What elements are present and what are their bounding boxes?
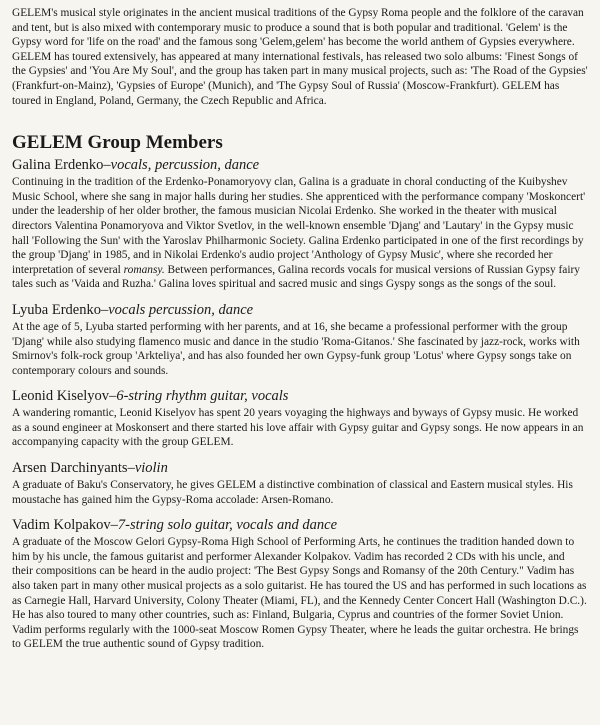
member-heading — [12, 302, 588, 319]
member-arsen — [12, 460, 588, 507]
member-vadim — [12, 517, 588, 652]
member-heading — [12, 460, 588, 477]
member-name: Arsen Darchinyants — [12, 460, 128, 477]
member-role: vocals, percussion, dance — [110, 157, 260, 174]
member-bio — [12, 175, 588, 292]
member-heading — [12, 157, 588, 174]
member-separator: – — [101, 301, 109, 318]
member-separator: – — [110, 517, 118, 534]
member-separator: – — [109, 388, 117, 405]
member-bio: At the age of 5, Lyuba started performing with her parents, and at 16, she became a professional performer with the group 'Djang' while also studying flamenco music and dance in the studio 'Roma-Gitanos.' She fascinated by jazz-rock, works with Smirnov's folk-rock group 'Arkteliya', and has also founded her own Gypsy-funk group 'Lotus' where Gypsy songs take on contemporary colours and sounds. — [12, 320, 580, 377]
member-galina — [12, 157, 588, 292]
member-role: vocals percussion, dance — [108, 301, 254, 318]
member-name: Lyuba Erdenko — [12, 301, 101, 318]
member-bio: A wandering romantic, Leonid Kiselyov has spent 20 years voyaging the highways and byways of Gypsy music. He worked as a sound engineer at Moskonsert and there started his love affair with Gypsy guitar and Gypsy songs. He now appears in an accompanying capacity with the group GELEM. — [12, 407, 584, 449]
member-bio-emphasis: romansy. — [123, 263, 165, 276]
member-leonid — [12, 388, 588, 450]
member-role: violin — [134, 460, 168, 477]
member-bio-part: Continuing in the tradition of the Erdenko-Ponamoryovy clan, Galina is a graduate in choral conducting of the Kuibyshev Music School, where she sang in major halls during her studies. She apprenticed with the performance company 'Moskoncert' under the leadership of her older brother, the famous musician Nicolai Erdenko. She worked in the theater with musical directors Valentina Ponamoryova and Viktor Svetlov, in the well-known ensemble 'Djang' and 'Lautary' in the Gypsy music hall 'Following the Sun' with the Yaroslav Philharmonic Society. Galina Erdenko participated in one of the first recordings by the group 'Djang' in 1985, and in Nikolai Erdenko's audio project 'Anthology of Gypsy Music', where she recorded her interpretation of several — [12, 176, 586, 276]
section-title: GELEM Group Members — [12, 132, 223, 154]
member-name: Galina Erdenko — [12, 157, 104, 174]
member-bio: A graduate of the Moscow Gelori Gypsy-Roma High School of Performing Arts, he continues the tradition handed down to him by his uncle, the famous guitarist and performer Alexander Kolpakov. Vadim has recorded 2 CDs with his uncle, and their compositions can be heard in the audio project: 'The Best Gypsy Songs and Romansy of the 20th Century." Vadim has also taken part in many other musical projects as a solo guitarist. He has toured the US and has performed in such locations as as Carnegie Hall, Harvard University, Colony Theater (Miami, FL), and the Kennedy Center Concert Hall (Washington D.C.). He has also toured to many other countries, such as: Finland, Bulgaria, Cyprus and countries of the former Soviet Union. Vadim performs regularly with the 1000-seat Moscow Romen Gypsy Theater, where he leads the guitar orchestra. He brings to GELEM the true authentic sound of Gypsy tradition. — [12, 536, 587, 651]
member-name: Vadim Kolpakov — [12, 517, 111, 534]
member-separator: – — [103, 157, 111, 174]
member-heading — [12, 388, 588, 405]
member-role: 7-string solo guitar, vocals and dance — [117, 517, 338, 534]
member-name: Leonid Kiselyov — [12, 388, 110, 405]
intro-paragraph: GELEM's musical style originates in the ancient musical traditions of the Gypsy Roma people and the folklore of the caravan and tent, but is also mixed with contemporary music to produce a sound that is both popular and traditional. 'Gelem' is the Gypsy word for 'life on the road' and the famous song 'Gelem,gelem' has become the world anthem of Gypsies everywhere. GELEM has toured extensively, has appeared at many international festivals, has released two solo albums: 'Finest Songs of the Gypsies' and 'You Are My Soul', and the group has taken part in many musical projects, such as: 'The Road of the Gypsies' (Frankfurt-on-Mainz), 'Gypsies of Europe' (Munich), and 'The Gypsy Soul of Russia' (Moscow-Frankfurt). GELEM has toured in England, Poland, Germany, the Czech Republic and Africa. — [12, 7, 588, 107]
member-separator: – — [127, 460, 135, 477]
member-role: 6-string rhythm guitar, vocals — [116, 388, 289, 405]
member-heading — [12, 517, 588, 534]
member-bio: A graduate of Baku's Conservatory, he gives GELEM a distinctive combination of classical and Eastern musical styles. His moustache has gained him the Gypsy-Roma accolade: Arsen-Romano. — [12, 479, 573, 506]
member-lyuba — [12, 302, 588, 378]
member-bio-part: Between performances, Galina records vocals for musical versions of Russian Gypsy fairy tales such as 'Vaida and Ruzha.' Galina loves spiritual and sacred music and sings Gyspy songs as the songs of the soul. — [12, 263, 581, 291]
